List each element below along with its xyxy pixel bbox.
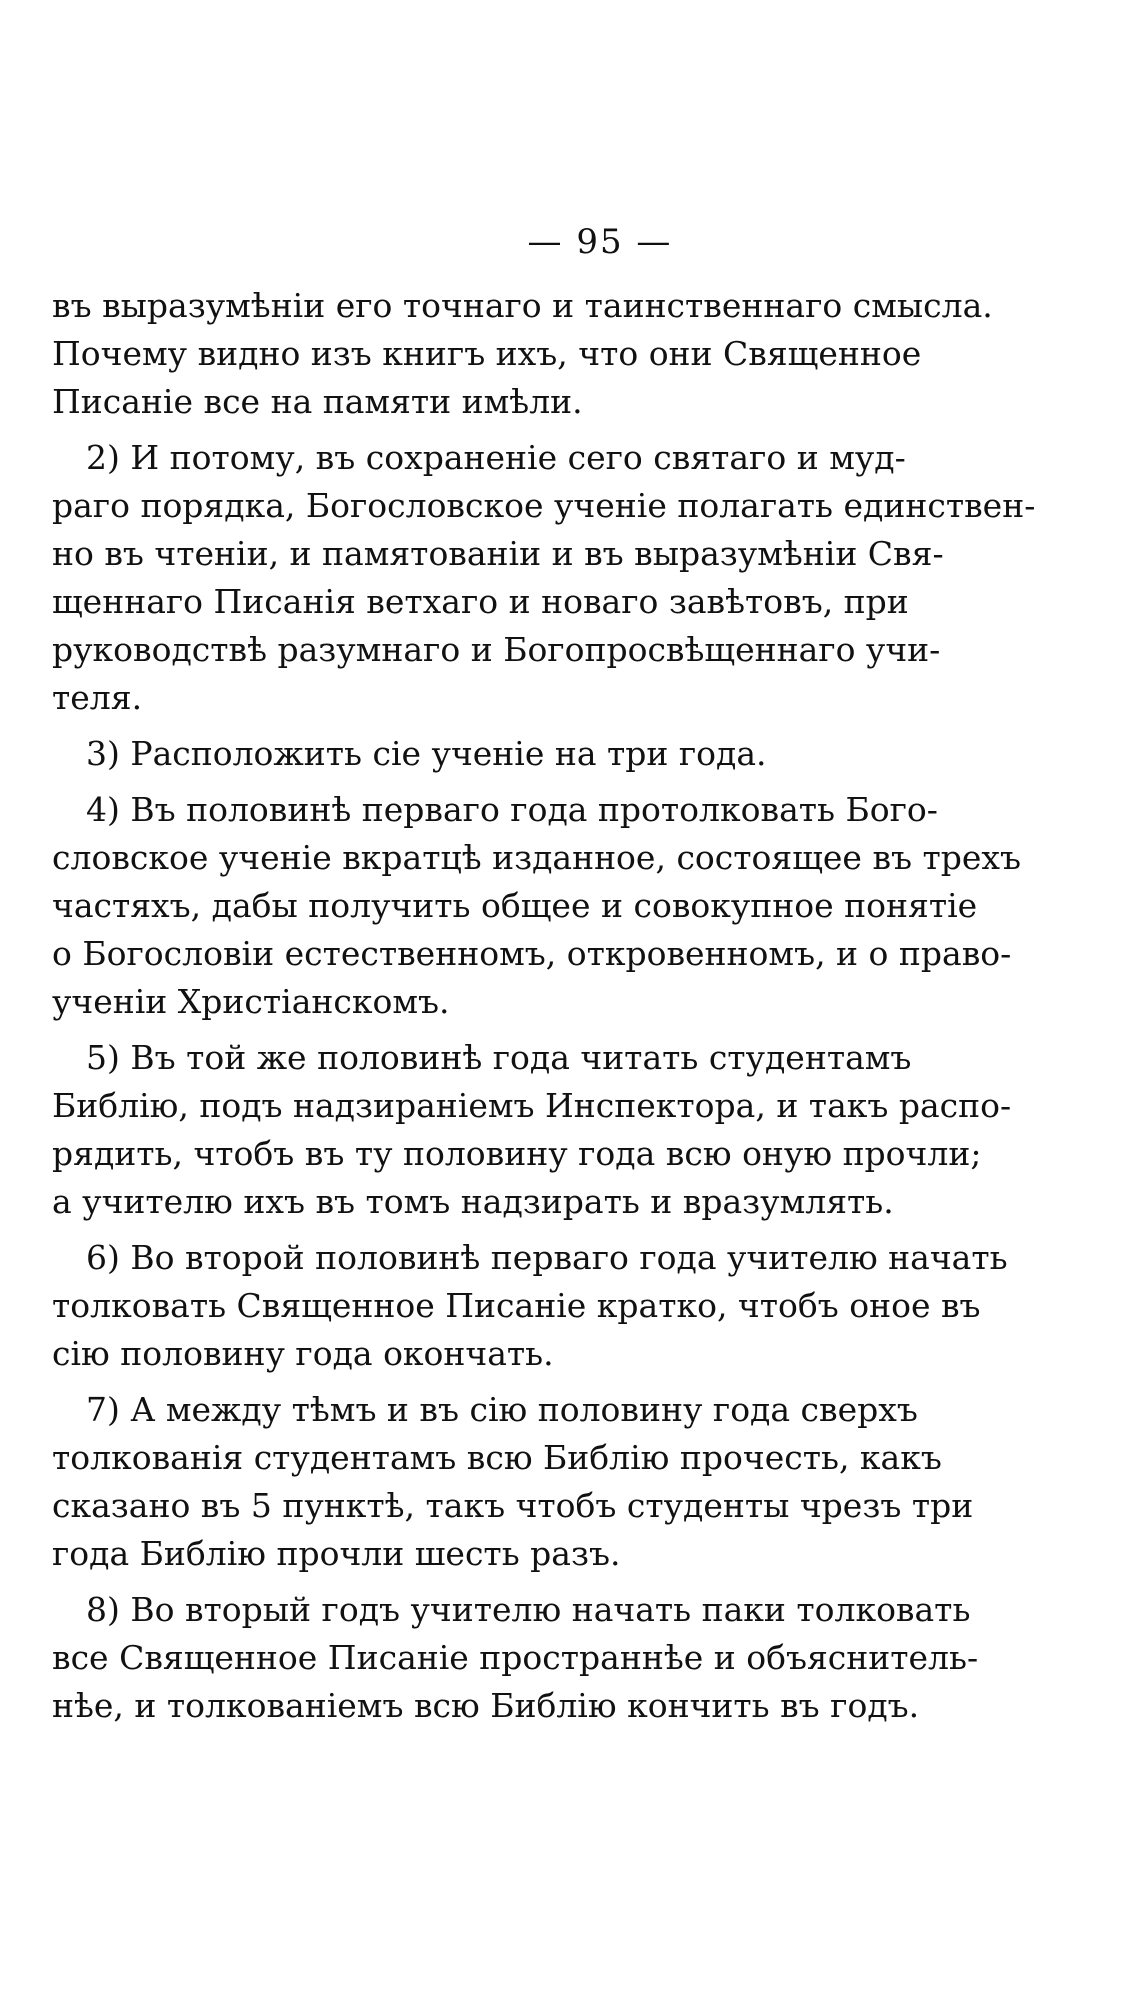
- paragraph-item-4: [52, 786, 1022, 1026]
- text-line: ученіи Христіанскомъ.: [52, 982, 450, 1021]
- text-line: раго порядка, Богословское ученіе полагать единствен-: [52, 486, 1036, 525]
- text-line: нѣе, и толкованіемъ всю Библію кончить въ годъ.: [52, 1686, 920, 1725]
- body-text: [52, 282, 1036, 1738]
- paragraph-continuation: [52, 282, 993, 426]
- text-line: рядить, чтобъ въ ту половину года всю оную прочли;: [52, 1134, 982, 1173]
- text-line: а учителю ихъ въ томъ надзирать и вразумлять.: [52, 1182, 894, 1221]
- text-line: словское ученіе вкратцѣ изданное, состоящее въ трехъ: [52, 838, 1022, 877]
- text-line: Почему видно изъ книгъ ихъ, что они Священное: [52, 334, 922, 373]
- paragraph-item-2: [52, 434, 1036, 722]
- text-line: теля.: [52, 678, 143, 717]
- text-line: 4) Въ половинѣ перваго года протолковать Бого-: [86, 790, 938, 829]
- text-line: Библію, подъ надзираніемъ Инспектора, и такъ распо-: [52, 1086, 1012, 1125]
- text-line: все Священное Писаніе пространнѣе и объяснитель-: [52, 1638, 979, 1677]
- paragraph-item-7: [52, 1386, 974, 1578]
- paragraph-item-6: [52, 1234, 1008, 1378]
- paragraph-item-3: [52, 730, 894, 778]
- paragraph-item-8: [52, 1586, 979, 1730]
- text-line: 2) И потому, въ сохраненіе сего святаго и муд-: [86, 438, 906, 477]
- text-line: сказано въ 5 пунктѣ, такъ чтобъ студенты чрезъ три: [52, 1486, 974, 1525]
- text-line: 7) А между тѣмъ и въ сію половину года сверхъ: [86, 1390, 918, 1429]
- text-line: но въ чтеніи, и памятованіи и въ выразумѣніи Свя-: [52, 534, 944, 573]
- text-line: частяхъ, дабы получить общее и совокупное понятіе: [52, 886, 978, 925]
- page-number: — 95 —: [527, 222, 673, 262]
- text-line: 6) Во второй половинѣ перваго года учителю начать: [86, 1238, 1008, 1277]
- text-line: толкованія студентамъ всю Библію прочесть, какъ: [52, 1438, 942, 1477]
- text-line: 5) Въ той же половинѣ года читать студентамъ: [86, 1038, 912, 1077]
- text-line: руководствѣ разумнаго и Богопросвѣщеннаго учи-: [52, 630, 941, 669]
- text-line: толковать Священное Писаніе кратко, чтобъ оное въ: [52, 1286, 981, 1325]
- text-line: о Богословіи естественномъ, откровенномъ, и о право-: [52, 934, 1012, 973]
- text-line: года Библію прочли шесть разъ.: [52, 1534, 621, 1573]
- text-line: щеннаго Писанія ветхаго и новаго завѣтовъ, при: [52, 582, 909, 621]
- text-line: Писаніе все на памяти имѣли.: [52, 382, 583, 421]
- paragraph-item-5: [52, 1034, 1012, 1226]
- text-line: сію половину года окончать.: [52, 1334, 554, 1373]
- text-line: 3) Расположить сіе ученіе на три года.: [86, 734, 767, 773]
- text-line: въ выразумѣніи его точнаго и таинственнаго смысла.: [52, 286, 993, 325]
- text-line: 8) Во вторый годъ учителю начать паки толковать: [86, 1590, 971, 1629]
